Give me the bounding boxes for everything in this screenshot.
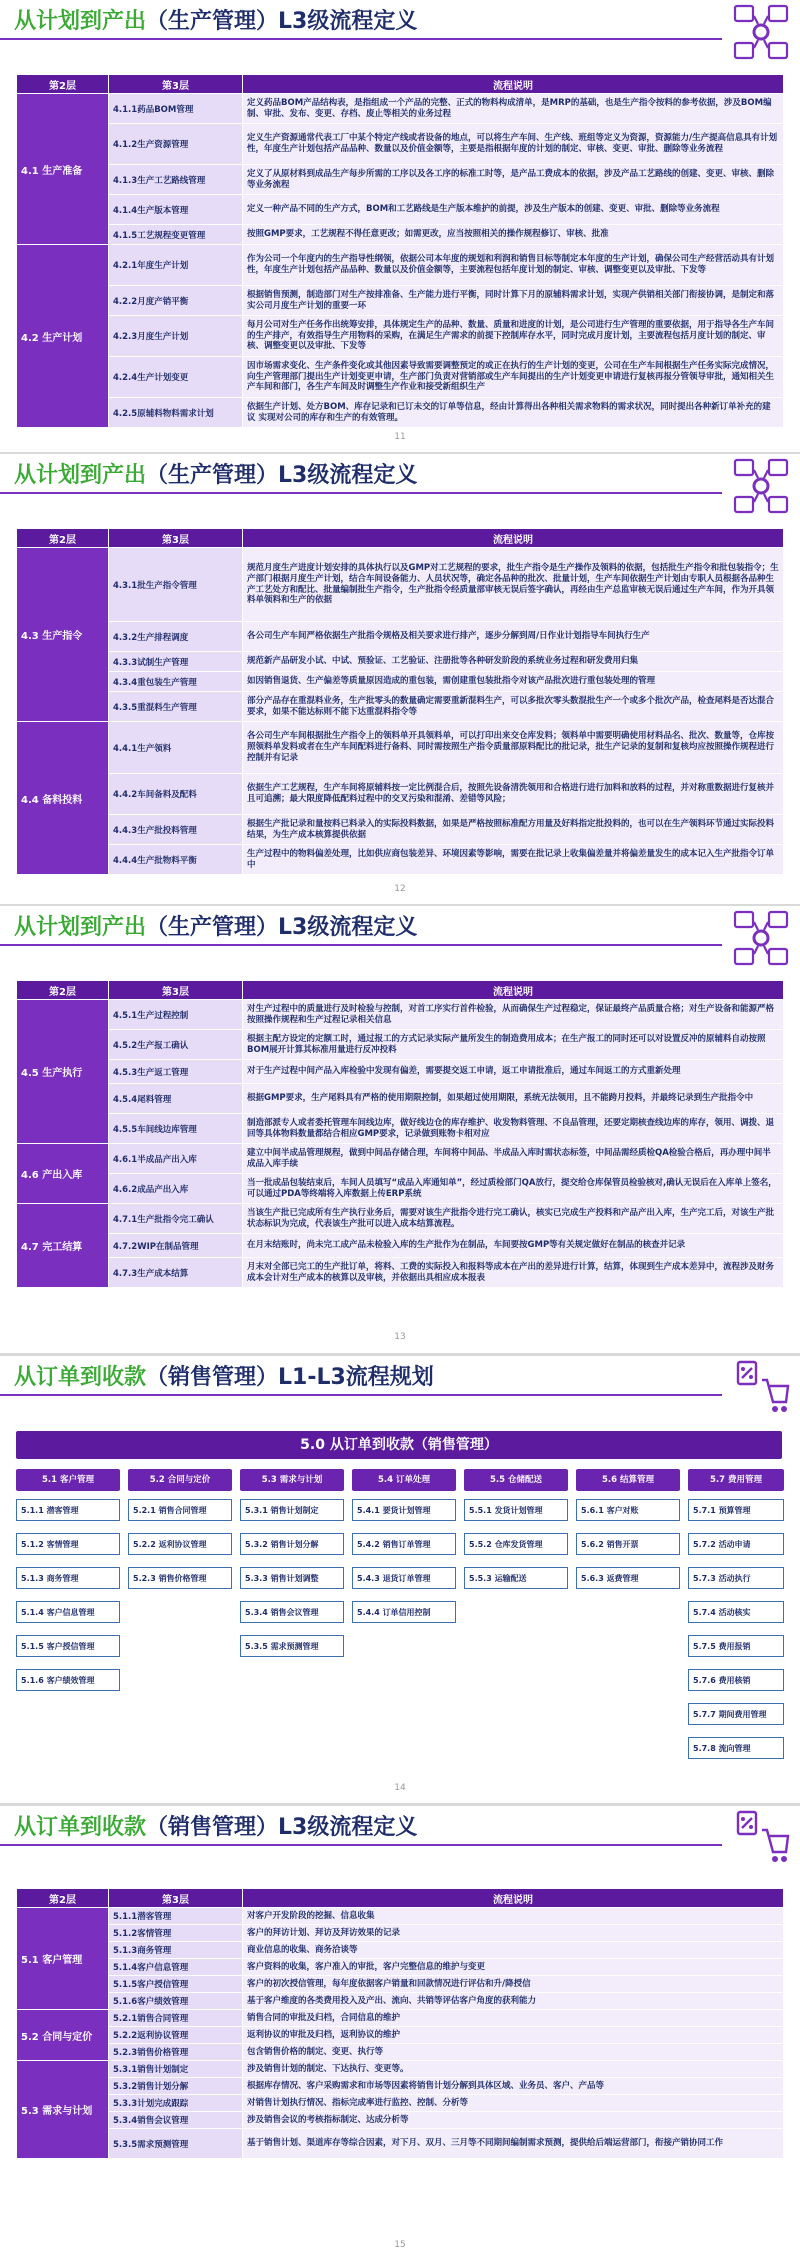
process-description: 客户的初次授信管理，每年度依据客户销量和回款情况进行评估和升/降授信 <box>243 1976 784 1993</box>
l3-process-box: 5.6.1 客户对账 <box>576 1499 680 1521</box>
process-description: 定义药品BOM产品结构表，是指组成一个产品的完整、正式的物料构成清单，是MRP的基础，也是生产指令按料的参考依据，涉及BOM编制、审批、发布、变更、存档、废止等相关的业务过程 <box>243 94 784 124</box>
l3-process-name: 4.2.4生产计划变更 <box>109 357 243 398</box>
process-description: 部分产品存在重混料业务，生产批零头的数量确定需要重新混料生产，可以多批次零头数混批生产一个或多个批次产品，检查尾料是否达混合要求，如果不能达标则不能下达重混料指令等 <box>243 692 784 722</box>
l2-column <box>128 1469 232 1601</box>
process-description: 各公司生产车间严格依据生产批指令规格及相关要求进行排产，逐步分解到周/日作业计划指导车间执行生产 <box>243 622 784 652</box>
slide-2 <box>0 454 800 904</box>
process-description: 对客户开发阶段的挖掘、信息收集 <box>243 1908 784 1925</box>
l3-process-box: 5.4.2 销售订单管理 <box>352 1533 456 1555</box>
l3-process-name: 4.5.2生产报工确认 <box>109 1030 243 1060</box>
l3-process-box: 5.3.2 销售计划分解 <box>240 1533 344 1555</box>
process-description: 生产过程中的物料偏差处理，比如供应商包装差异、环境因素等影响，需要在批记录上收集偏差量并将偏差量发生的成本记入生产批指令订单中 <box>243 845 784 875</box>
header-layer-3: 第3层 <box>109 75 243 94</box>
slide-3 <box>0 906 800 1353</box>
l3-process-table <box>16 74 784 428</box>
l3-process-box: 5.7.2 活动申请 <box>688 1533 784 1555</box>
header-layer-3: 第3层 <box>109 1889 243 1908</box>
l3-process-name: 5.1.5客户授信管理 <box>109 1976 243 1993</box>
l3-process-table <box>16 980 784 1288</box>
slide-title: 从计划到产出（生产管理）L3级流程定义 <box>14 463 418 488</box>
title-underline <box>0 492 722 494</box>
process-description: 月末对全部已完工的生产批订单，将料、工费的实际投入和报料等成本在产出的差异进行计算，结算，体现到生产成本差异中，流程涉及财务成本会计对生产成本的核算以及审核，并依据出具相应成本报表 <box>243 1258 784 1288</box>
l3-process-name: 4.1.4生产版本管理 <box>109 195 243 225</box>
l3-process-box: 5.1.1 潜客管理 <box>16 1499 120 1521</box>
l3-process-name: 4.1.2生产资源管理 <box>109 124 243 165</box>
l3-process-box: 5.3.1 销售计划制定 <box>240 1499 344 1521</box>
l3-process-box: 5.4.1 要货计划管理 <box>352 1499 456 1521</box>
l3-process-name: 5.3.3计划完成跟踪 <box>109 2095 243 2112</box>
l3-process-box: 5.1.4 客户信息管理 <box>16 1601 120 1623</box>
process-description: 销售合同的审批及归档，合同信息的维护 <box>243 2010 784 2027</box>
l2-process-cell: 4.1 生产准备 <box>17 94 109 245</box>
slide-1 <box>0 0 800 452</box>
process-description: 对销售计划执行情况、指标完成率进行监控、控制、分析等 <box>243 2095 784 2112</box>
header-layer-2: 第2层 <box>17 1889 109 1908</box>
process-description: 根据GMP要求，生产尾料具有严格的使用期限控制，如果超过使用期限，系统无法领用，且不能跨月投料，并最终记录到生产批指令中 <box>243 1084 784 1114</box>
l3-process-box: 5.1.5 客户授信管理 <box>16 1635 120 1657</box>
l3-process-name: 5.2.1销售合同管理 <box>109 2010 243 2027</box>
process-description: 根据库存情况、客户采购需求和市场等因素将销售计划分解到具体区域、业务员、客户、产品等 <box>243 2078 784 2095</box>
l3-process-box: 5.1.3 商务管理 <box>16 1567 120 1589</box>
process-description: 定义一种产品不同的生产方式，BOM和工艺路线是生产版本维护的前提，涉及生产版本的创建、变更、审批、删除等业务流程 <box>243 195 784 225</box>
slide-4 <box>0 1356 800 1803</box>
l3-process-box: 5.5.2 仓库发货管理 <box>464 1533 568 1555</box>
process-description: 当该生产批已完成所有生产执行业务后，需要对该生产批指令进行完工确认，核实已完成生产投料和产品产出入库，生产完工后，对该生产批状态标识为完成，代表该生产批可以进入成本结算流程。 <box>243 1204 784 1234</box>
l3-process-name: 4.1.1药品BOM管理 <box>109 94 243 124</box>
l3-process-box: 5.2.1 销售合同管理 <box>128 1499 232 1521</box>
header-layer-3: 第3层 <box>109 981 243 1000</box>
l3-process-box: 5.1.6 客户绩效管理 <box>16 1669 120 1691</box>
l2-column <box>688 1469 784 1771</box>
header-layer-2: 第2层 <box>17 981 109 1000</box>
l3-process-name: 5.3.4销售会议管理 <box>109 2112 243 2129</box>
l3-process-name: 4.6.2成品产出入库 <box>109 1174 243 1204</box>
l3-process-name: 4.7.1生产批指令完工确认 <box>109 1204 243 1234</box>
l2-process-box: 5.4 订单处理 <box>352 1469 456 1491</box>
page-number: 11 <box>394 432 406 442</box>
l3-process-name: 4.1.5工艺规程变更管理 <box>109 225 243 245</box>
header-process-description: 流程说明 <box>243 1889 784 1908</box>
l3-process-name: 4.3.1批生产指令管理 <box>109 548 243 622</box>
l3-process-box: 5.5.1 发货计划管理 <box>464 1499 568 1521</box>
l3-process-box: 5.3.3 销售计划调整 <box>240 1567 344 1589</box>
process-description: 基于客户维度的各类费用投入及产出、流向、共销等评估客户角度的获利能力 <box>243 1993 784 2010</box>
l3-process-name: 4.4.4生产批物料平衡 <box>109 845 243 875</box>
l2-process-cell: 5.3 需求与计划 <box>17 2061 109 2159</box>
l3-process-name: 4.6.1半成品产出入库 <box>109 1144 243 1174</box>
l3-process-box: 5.7.6 费用核销 <box>688 1669 784 1691</box>
l3-process-box: 5.7.8 流向管理 <box>688 1737 784 1759</box>
process-description: 对于生产过程中间产品入库检验中发现有偏差，需要提交返工申请，返工申请批准后，通过车间返工的方式重新处理 <box>243 1060 784 1084</box>
l2-process-box: 5.5 仓储配送 <box>464 1469 568 1491</box>
title-underline <box>0 38 722 40</box>
production-management-icon <box>732 910 790 966</box>
process-description: 按照GMP要求，工艺规程不得任意更改；如需更改，应当按照相关的操作规程修订、审核、批准 <box>243 225 784 245</box>
l3-process-box: 5.7.4 活动核实 <box>688 1601 784 1623</box>
header-layer-2: 第2层 <box>17 529 109 548</box>
l3-process-name: 5.1.2客情管理 <box>109 1925 243 1942</box>
process-description: 因市场需求变化、生产条件变化或其他因素导致需要调整预定的或正在执行的生产计划的变更，公司在生产车间根据生产任务实际完成情况，向生产管理部门提出生产计划变更申请，生产部门负责对营销部或生产车间提出的生产计划变更申请进行复核再报分管领导审批，通知相关生产车间和部门，各生产车间及时调整生产作业和接受新组织生产 <box>243 357 784 398</box>
title-underline <box>0 944 722 946</box>
slide-5 <box>0 1806 800 2259</box>
process-description: 定义了从原材料到成品生产每步所需的工序以及各工序的标准工时等，是产品工费成本的依据，涉及产品工艺路线的创建、变更、审核、删除等业务流程 <box>243 165 784 195</box>
l3-process-name: 4.1.3生产工艺路线管理 <box>109 165 243 195</box>
l2-process-cell: 5.2 合同与定价 <box>17 2010 109 2061</box>
l3-process-name: 5.2.2返利协议管理 <box>109 2027 243 2044</box>
l3-process-box: 5.3.5 需求预测管理 <box>240 1635 344 1657</box>
process-description: 如因销售退货、生产偏差等质量原因造成的重包装，需创建重包装批指令对该产品批次进行重包装处理的管理 <box>243 672 784 692</box>
process-description: 依据生产计划、处方BOM、库存记录和已订未交的订单等信息，经由计算得出各种相关需求物料的需求状况，同时提出各种新订单补充的建议 实现对公司的库存和生产的有效管理。 <box>243 398 784 428</box>
process-description: 各公司生产车间根据批生产指令上的领料单开具领料单，可以打印出来交仓库发料；领料单中需要明确使用材料品名、批次、数量等，仓库按照领料单发料或者在生产车间配料进行备料、同时需按照生产指令质量部原料配比的批记录，批生产记录的复制和复核均应按照操作规程进行控制并有记录 <box>243 722 784 774</box>
l3-process-name: 4.3.4重包装生产管理 <box>109 672 243 692</box>
l3-process-box: 5.2.2 返利协议管理 <box>128 1533 232 1555</box>
l2-column <box>352 1469 456 1635</box>
l3-process-name: 4.2.3月度生产计划 <box>109 316 243 357</box>
process-description: 建立中间半成品管理规程，做到中间品存储合理，车间将中间品、半成品入库时需状态标签，中间品需经质检QA检验合格后，再办理中间半成品入库手续 <box>243 1144 784 1174</box>
l2-process-box: 5.2 合同与定价 <box>128 1469 232 1491</box>
l3-process-name: 4.5.5车间线边库管理 <box>109 1114 243 1144</box>
slide-title: 从订单到收款（销售管理）L1-L3流程规划 <box>14 1365 434 1390</box>
l3-process-name: 5.3.5需求预测管理 <box>109 2129 243 2159</box>
process-description: 根据主配方设定的定额工时，通过报工的方式记录实际产量所发生的制造费用成本；在生产报工的同时还可以对设置反冲的原辅料自动按照BOM展开计算其标准用量进行反冲投料 <box>243 1030 784 1060</box>
process-description: 客户的拜访计划、拜访及拜访效果的记录 <box>243 1925 784 1942</box>
l3-process-box: 5.2.3 销售价格管理 <box>128 1567 232 1589</box>
l2-process-cell: 4.4 备料投料 <box>17 722 109 875</box>
l2-process-box: 5.1 客户管理 <box>16 1469 120 1491</box>
slide-title: 从计划到产出（生产管理）L3级流程定义 <box>14 9 418 34</box>
process-description: 规范新产品研发小试、中试、预验证、工艺验证、注册批等各种研发阶段的系统业务过程和研发费用归集 <box>243 652 784 672</box>
l3-process-name: 5.1.3商务管理 <box>109 1942 243 1959</box>
l2-process-cell: 5.1 客户管理 <box>17 1908 109 2010</box>
l3-process-name: 5.3.1销售计划制定 <box>109 2061 243 2078</box>
l3-process-name: 4.2.2月度产销平衡 <box>109 286 243 316</box>
l3-process-box: 5.5.3 运输配送 <box>464 1567 568 1589</box>
process-description: 依据生产工艺规程，生产车间将原辅料按一定比例混合后，按照先设备清洗领用和合格进行进行加料和放料的过程，并对称重数据进行复核并且可追溯；最大限度降低配料过程中的交叉污染和混淆、差错等风险； <box>243 774 784 815</box>
sales-cart-icon <box>732 1810 790 1866</box>
process-description: 规范月度生产进度计划安排的具体执行以及GMP对工艺规程的要求，批生产指令是生产操作及领料的依据，包括批生产指令和批包装指令；生产部门根据月度生产计划，结合车间设备能力、人员状况等，确定各品种的批次、批量计划，生产车间依据生产计划由专职人员根据各品种生产工艺处方和配比、批量编制批生产指令，生产批指令经质量部审核无误后签字确认，再经由生产总监审核无误后通过生产车间，作为开具领料单领料和生产的依据 <box>243 548 784 622</box>
production-management-icon <box>732 458 790 514</box>
page-number: 14 <box>394 1783 406 1793</box>
header-process-description: 流程说明 <box>243 529 784 548</box>
l3-process-name: 4.5.3生产返工管理 <box>109 1060 243 1084</box>
process-description: 商业信息的收集、商务洽谈等 <box>243 1942 784 1959</box>
l3-process-name: 4.5.1生产过程控制 <box>109 1000 243 1030</box>
l3-process-name: 4.2.1年度生产计划 <box>109 245 243 286</box>
l3-process-name: 4.7.3生产成本结算 <box>109 1258 243 1288</box>
l3-process-table <box>16 1888 784 2159</box>
title-underline <box>0 1394 722 1396</box>
l2-column <box>464 1469 568 1601</box>
process-description: 客户资料的收集，客户准入的审批，客户完整信息的维护与变更 <box>243 1959 784 1976</box>
l2-process-cell: 4.7 完工结算 <box>17 1204 109 1288</box>
process-description: 制造部派专人或者委托管理车间线边库，做好线边仓的库存维护、收发物料管理、不良品管理，还要定期核查线边库的库存，领用、调拨、退回等具体物料数量都结合相应GMP要求，记录做到账物卡相对应 <box>243 1114 784 1144</box>
sales-cart-icon <box>732 1360 790 1416</box>
l3-process-box: 5.6.2 销售开票 <box>576 1533 680 1555</box>
process-description: 定义生产资源通常代表工厂中某个特定产线或者设备的地点，可以将生产车间、生产线、班组等定义为资源，资源能力/生产提高信息具有计划性，年度生产计划包括产品品种、数量以及价值金额等，主要是指根据年度的计划的制定、审核、变更、审批、删除等业务流程 <box>243 124 784 165</box>
process-description: 根据生产批记录和量按料已料录入的实际投料数据，如果是严格按照标准配方用量及好料指定批投料的，也可以在生产领料环节通过实际投料结果，为生产成本核算提供依据 <box>243 815 784 845</box>
process-description: 当一批成品包装结束后，车间人员填写“成品入库通知单”，经过质检部门QA放行，提交给仓库保管员检验核对,确认无误后在入库单上签名，可以通过PDA等终端将入库数据上传ERP系统 <box>243 1174 784 1204</box>
l3-process-box: 5.4.4 订单信用控制 <box>352 1601 456 1623</box>
process-description: 根据销售预测，制造部门对生产按排准备、生产能力进行平衡，同时计算下月的原辅料需求计划，实现产供销相关部门衔接协调，是制定和落实公司月度生产计划的重要一环 <box>243 286 784 316</box>
l3-process-table <box>16 528 784 875</box>
process-description: 包含销售价格的制定、变更、执行等 <box>243 2044 784 2061</box>
l2-column <box>240 1469 344 1669</box>
l3-process-box: 5.7.5 费用报销 <box>688 1635 784 1657</box>
process-description: 基于销售计划、渠道库存等综合因素，对下月、双月、三月等不同期间编制需求预测，提供给后端运营部门，衔接产销协同工作 <box>243 2129 784 2159</box>
l3-process-box: 5.1.2 客情管理 <box>16 1533 120 1555</box>
l2-process-cell: 4.2 生产计划 <box>17 245 109 428</box>
l2-process-box: 5.7 费用管理 <box>688 1469 784 1491</box>
l2-process-cell: 4.6 产出入库 <box>17 1144 109 1204</box>
l3-process-name: 4.4.1生产领料 <box>109 722 243 774</box>
header-layer-2: 第2层 <box>17 75 109 94</box>
l3-process-box: 5.7.1 预算管理 <box>688 1499 784 1521</box>
l3-process-name: 5.1.6客户绩效管理 <box>109 1993 243 2010</box>
l3-process-name: 4.3.5重混料生产管理 <box>109 692 243 722</box>
process-description: 每月公司对生产任务作出统筹安排，具体规定生产的品种、数量、质量和进度的计划，是公司进行生产管理的重要依据，用于指导各生产车间的生产排产，有效指导生产用物料的采购，在满足生产需求的前提下控制库存水平，同时完成月度计划，主要流程包括月度计划的制定、审核、调整变更以及审批、下发等 <box>243 316 784 357</box>
l3-process-name: 4.3.2生产排程调度 <box>109 622 243 652</box>
l2-process-box: 5.6 结算管理 <box>576 1469 680 1491</box>
l2-process-cell: 4.3 生产指令 <box>17 548 109 722</box>
slide-title: 从计划到产出（生产管理）L3级流程定义 <box>14 915 418 940</box>
header-layer-3: 第3层 <box>109 529 243 548</box>
l3-process-box: 5.4.3 退货订单管理 <box>352 1567 456 1589</box>
l3-process-box: 5.3.4 销售会议管理 <box>240 1601 344 1623</box>
l3-process-name: 4.3.3试制生产管理 <box>109 652 243 672</box>
title-underline <box>0 1844 722 1846</box>
l3-process-name: 4.2.5原辅料物料需求计划 <box>109 398 243 428</box>
l3-process-name: 5.1.1潜客管理 <box>109 1908 243 1925</box>
l3-process-box: 5.7.3 活动执行 <box>688 1567 784 1589</box>
page-number: 13 <box>394 1332 406 1342</box>
l3-process-name: 4.4.2车间备料及配料 <box>109 774 243 815</box>
process-description: 涉及销售会议的考核指标制定、达成分析等 <box>243 2112 784 2129</box>
process-description: 涉及销售计划的制定、下达执行、变更等。 <box>243 2061 784 2078</box>
process-description: 返利协议的审批及归档，返利协议的维护 <box>243 2027 784 2044</box>
l1-banner: 5.0 从订单到收款（销售管理） <box>16 1431 782 1459</box>
l3-process-name: 4.4.3生产批投料管理 <box>109 815 243 845</box>
l2-column <box>576 1469 680 1601</box>
process-description: 在月末结账时，尚未完工成产品未检验入库的生产批作为在制品，车间要按GMP等有关规定做好在制品的核查并记录 <box>243 1234 784 1258</box>
header-process-description: 流程说明 <box>243 981 784 1000</box>
l2-process-box: 5.3 需求与计划 <box>240 1469 344 1491</box>
l3-process-name: 5.3.2销售计划分解 <box>109 2078 243 2095</box>
l3-process-name: 5.2.3销售价格管理 <box>109 2044 243 2061</box>
header-process-description: 流程说明 <box>243 75 784 94</box>
l2-process-cell: 4.5 生产执行 <box>17 1000 109 1144</box>
l3-process-box: 5.7.7 期间费用管理 <box>688 1703 784 1725</box>
l3-process-box: 5.6.3 返费管理 <box>576 1567 680 1589</box>
slide-title: 从订单到收款（销售管理）L3级流程定义 <box>14 1815 418 1840</box>
l3-process-name: 5.1.4客户信息管理 <box>109 1959 243 1976</box>
process-description: 作为公司一个年度内的生产指导性纲领，依据公司本年度的规划和利润和销售目标等制定本年度的生产计划，确保公司生产经营活动具有计划性，年度生产计划包括产品品种、数量以及价值金额等，主要流程包括年度计划的制定、审核、调整变更以及审批、下发等 <box>243 245 784 286</box>
l2-column <box>16 1469 120 1703</box>
l3-process-name: 4.7.2WIP在制品管理 <box>109 1234 243 1258</box>
page-number: 12 <box>394 884 406 894</box>
production-management-icon <box>732 4 790 60</box>
process-description: 对生产过程中的质量进行及时检验与控制，对首工序实行首件检验，从而确保生产过程稳定，保证最终产品质量合格；对生产设备和能源严格按照操作规程和生产过程记录相关信息 <box>243 1000 784 1030</box>
l3-process-name: 4.5.4尾料管理 <box>109 1084 243 1114</box>
page-number: 15 <box>394 2240 406 2250</box>
